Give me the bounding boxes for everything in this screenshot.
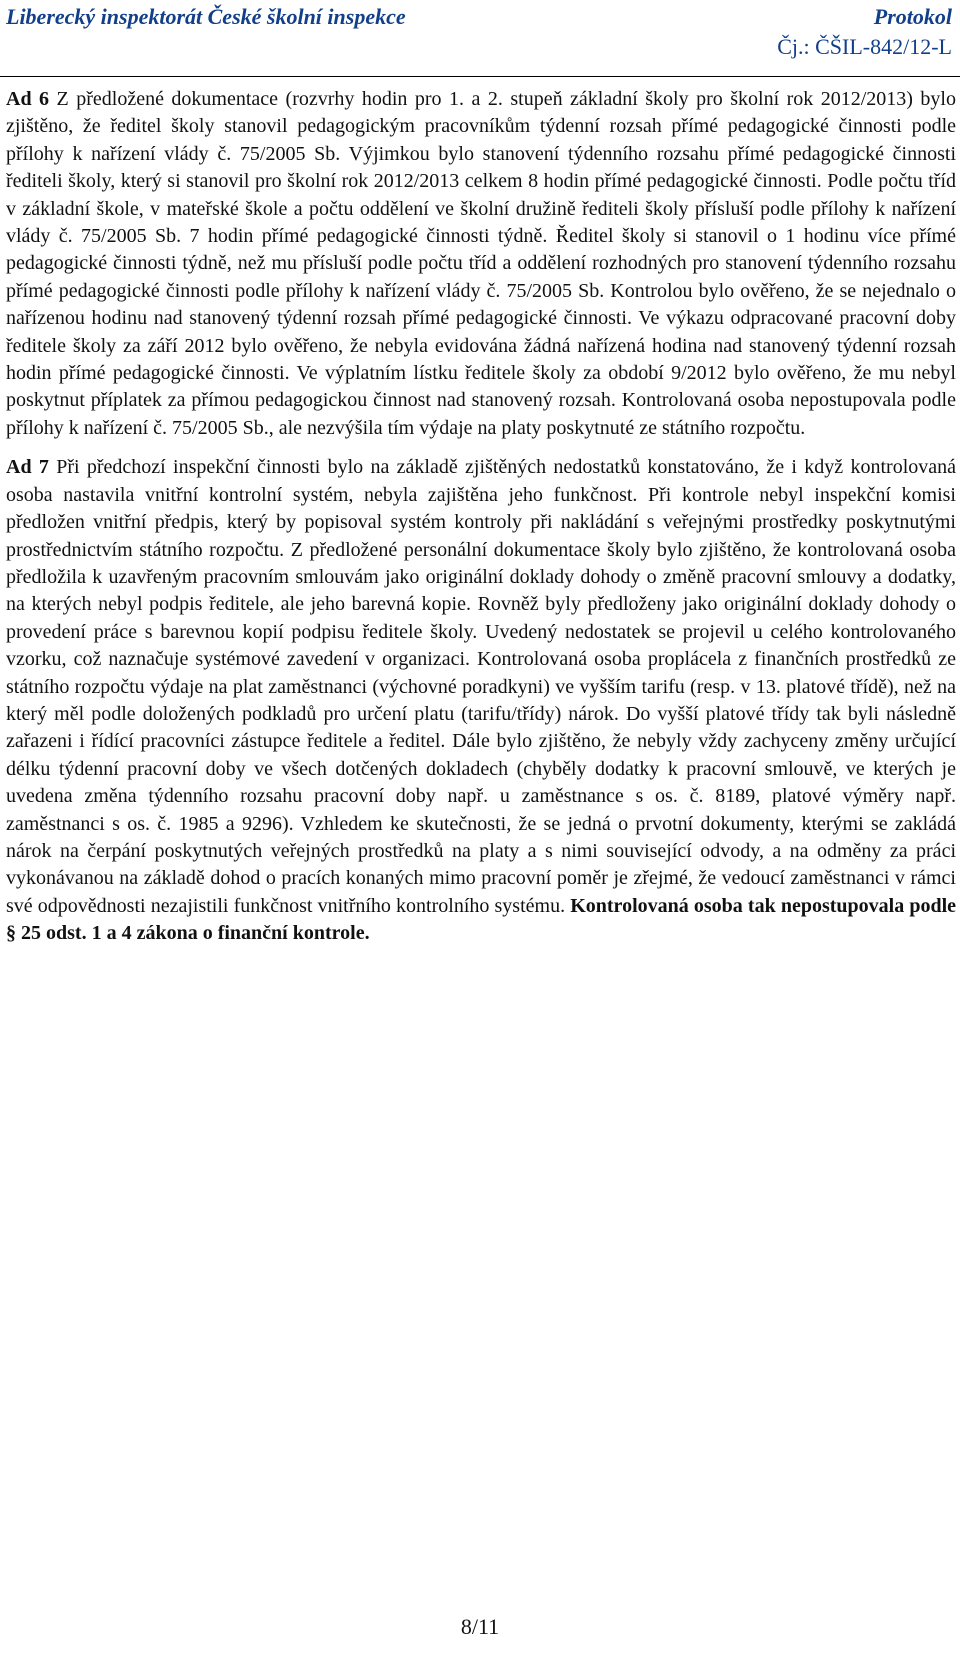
section-text: Z předložené dokumentace (rozvrhy hodin pro 1. a 2. stupeň základní školy pro školní rok 2012/2013) bylo zjištěno, že ředitel školy stanovil pedagogickým pracovníkům týdenní rozsah přímé pedagogické činnosti podle přílohy k nařízení vlády č. 75/2005 Sb. Výjimkou bylo stanovení týdenního rozsahu přímé pedagogické činnosti řediteli školy, který si stanovil pro školní rok 2012/2013 celkem 8 hodin přímé pedagogické činnosti. Podle počtu tříd v základní škole, v mateřské škole a počtu oddělení ve školní družině řediteli školy přísluší podle přílohy k nařízení vlády č. 75/2005 Sb. 7 hodin přímé pedagogické činnosti týdně. Ředitel školy si stanovil o 1 hodinu více přímé pedagogické činnosti týdně, než mu přísluší podle počtu tříd a oddělení rozhodných pro stanovení týdenního rozsahu přímé pedagogické činnosti podle přílohy k nařízení vlády č. 75/2005 Sb. Kontrolou bylo ověřeno, že se nejednalo o nařízenou hodinu nad stanovený týdenní rozsah přímé pedagogické činnosti. Ve výkazu odpracované pracovní doby ředitele školy za září 2012 bylo ověřeno, že nebyla evidována žádná nařízená hodina nad stanovený týdenní rozsah hodin přímé pedagogické činnosti. Ve výplatním lístku ředitele školy za období 9/2012 bylo ověřeno, že mu nebyl poskytnut příplatek za přímou pedagogickou činnost nad stanovený rozsah. Kontrolovaná osoba nepostupovala podle přílohy k nařízení č. 75/2005 Sb., ale nezvýšila tím výdaje na platy poskytnuté ze státního rozpočtu. [6,88,956,439]
section-label: Ad 6 [6,88,50,110]
section-label: Ad 7 [6,456,49,479]
section-text: Při předchozí inspekční činnosti bylo na základě zjištěných nedostatků konstatováno, že i když kontrolovaná osoba nastavila vnitřní kontrolní systém, nebyla zajištěna jeho funkčnost. Při kontrole nebyl inspekční komisi předložen vnitřní předpis, který by popisoval systém kontroly při nakládání s veřejnými prostředky poskytnutými prostřednictvím státního rozpočtu. Z předložené personální dokumentace školy bylo zjištěno, že kontrolovaná osoba předložila k uzavřeným pracovním smlouvám jako originální doklady dohody o změně pracovní smlouvy a dodatky, na kterých nebyl podpis ředitele, ale jeho barevná kopie. Rovněž byly předloženy jako originální doklady dohody o provedení práce s barevnou kopií podpisu ředitele školy. Uvedený nedostatek se projevil u celého kontrolovaného vzorku, což naznačuje systémové zavedení v organizaci. Kontrolovaná osoba proplácela z finančních prostředků ze státního rozpočtu výdaje na plat zaměstnanci (výchovné poradkyni) ve vyšším tarifu (resp. v 13. platové třídě), než na který měl podle doložených podkladů pro určení platu (tarifu/třídy) nárok. Do vyšší platové třídy tak byli následně zařazeni i řídící pracovníci zástupce ředitele a ředitel. Dále bylo zjištěno, že nebyly vždy zachyceny změny určující délku týdenní pracovní doby ve všech dotčených dokladech (chyběly dodatky k pracovní smlouvě, ve kterých je uvedena změna týdenního rozsahu pracovní doby např. u zaměstnance s os. č. 8189, platové výměry např. zaměstnanci s os. č. 1985 a 9296). Vzhledem ke skutečnosti, že se jedná o prvotní dokumenty, kterými se zakládá nárok na čerpání poskytnutých veřejných prostředků na platy a s nimi související odvody, a na odměny za práci vykonávanou na základě dohod o pracích konaných mimo pracovní poměr je zřejmé, že vedoucí zaměstnanci v rámci své odpovědnosti nezajistili funkčnost vnitřního kontrolního systému. [6,456,957,917]
header-doc-type: Protokol [873,4,952,29]
page-header [0,0,960,77]
page-number: 8/11 [460,1614,500,1639]
header-reference-number: Čj.: ČŠIL-842/12-L [777,34,952,59]
section-ad-6 [6,86,956,442]
document-body [6,86,956,960]
section-ad-7 [6,454,956,947]
header-organization: Liberecký inspektorát České školní inspekce [6,4,406,29]
section-conclusion: Kontrolovaná osoba tak nepostupovala podle § 25 odst. 1 a 4 zákona o finanční kontrole. [6,894,957,945]
